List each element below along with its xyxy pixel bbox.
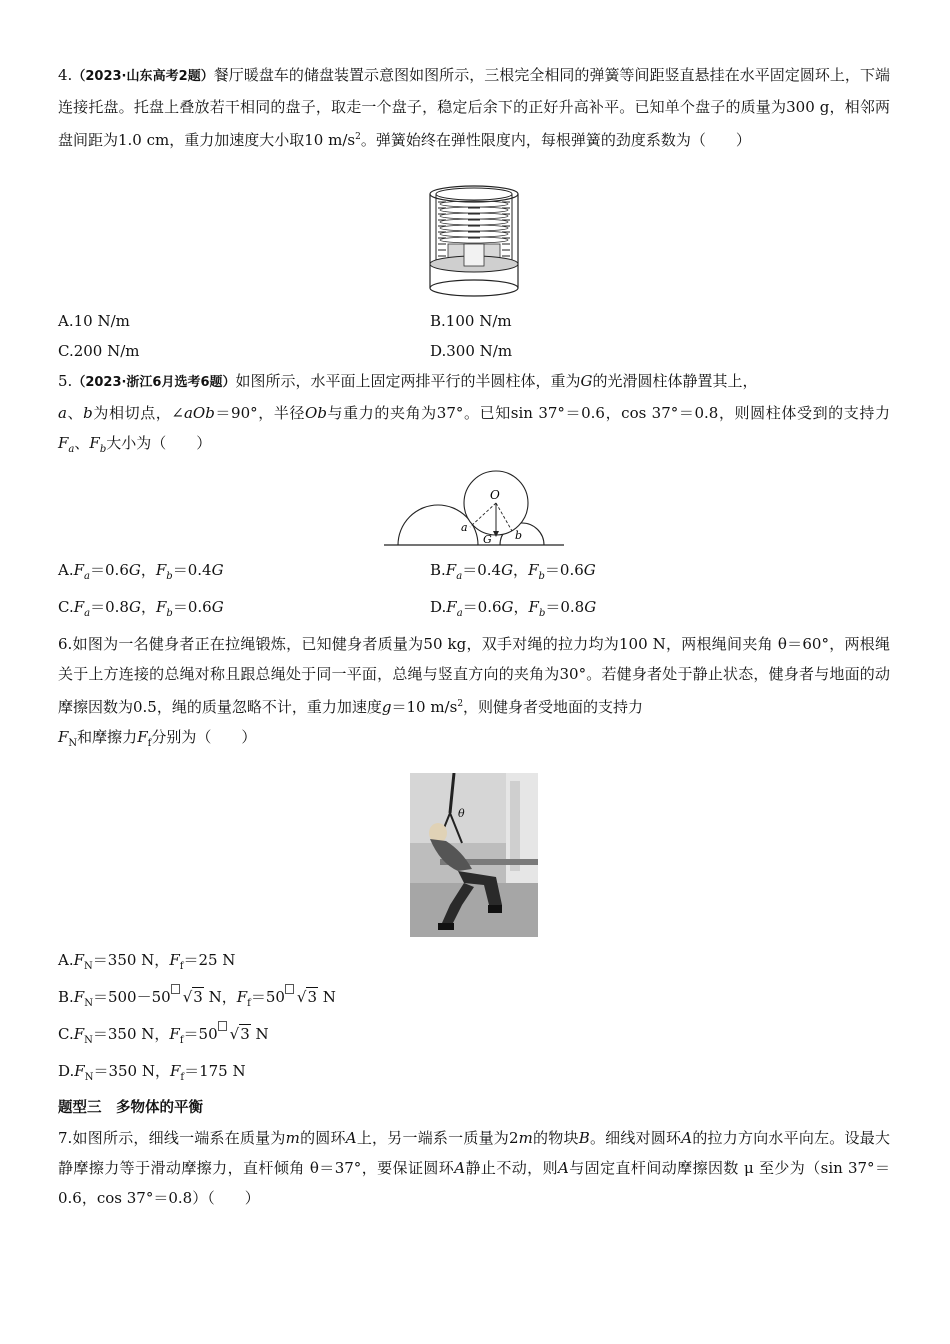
q4-option-c[interactable]: C.200 N/m <box>58 342 140 360</box>
q5-a-fa: F <box>73 561 85 579</box>
q5-c-v2: 0.6 <box>187 598 212 616</box>
q5-c-fb: F <box>155 598 167 616</box>
q4-plate-warmer-figure <box>424 182 524 298</box>
q5-d-fa: F <box>446 598 457 616</box>
q6-d-f: ＝175 N <box>184 1062 246 1080</box>
q6-d-ff-sub: f <box>180 1072 185 1083</box>
q5-d-fb: F <box>528 598 539 616</box>
q5-d-eq2: ＝ <box>545 598 561 616</box>
q4-text-2: 。弹簧始终在弹性限度内，每根弹簧的劲度系数为（ ） <box>360 131 751 149</box>
q4-sup: 2 <box>355 132 361 142</box>
q5-a-fa-sub: a <box>84 571 90 582</box>
q6-b-ff: F <box>236 988 248 1006</box>
q6-a-ff: F <box>169 951 180 969</box>
q5-a-g2: G <box>211 561 224 579</box>
q5-a-fb: F <box>155 561 167 579</box>
q6-c-ff-sub: f <box>179 1035 184 1046</box>
q5-c-pre: C. <box>58 598 74 616</box>
q5-cylinder-figure <box>384 469 564 551</box>
q5-var-b: b <box>83 404 93 422</box>
q7-var-a2: A <box>681 1129 693 1147</box>
q7-text-3: 上，另一端系一质量为2 <box>356 1129 519 1147</box>
q6-a-fn-sub: N <box>84 961 93 972</box>
q4-option-a[interactable]: A.10 N/m <box>58 312 130 330</box>
document-page <box>58 60 890 1213</box>
q5-c-fa: F <box>73 598 85 616</box>
q5-c-v1: 0.8 <box>105 598 129 616</box>
q6-var-fn-sub: N <box>68 738 78 749</box>
q5-c-fb-sub: b <box>166 608 173 619</box>
q6-option-a[interactable] <box>58 945 890 982</box>
q4-source: （2023·山东高考2题） <box>72 69 214 84</box>
q6-b-f2: N <box>318 988 336 1006</box>
q6-var-g: g <box>381 698 392 716</box>
q5-d-v1: 0.6 <box>477 598 502 616</box>
q5-var-fb-sub: b <box>99 444 107 455</box>
q5-text-6: 大小为（ ） <box>106 434 212 452</box>
q5-sep-2: 、 <box>74 434 90 452</box>
q6-var-fn: F <box>58 728 69 746</box>
q5-var-ob: Ob <box>305 404 327 422</box>
q5-a-pre: A. <box>58 561 74 579</box>
q6-b-pre: B. <box>58 988 74 1006</box>
q4-option-b[interactable]: B.100 N/m <box>430 312 512 330</box>
q5-option-a[interactable] <box>58 555 430 592</box>
q6-options <box>58 945 890 1093</box>
q7-text-2: 的圆环 <box>299 1129 346 1147</box>
q5-b-fb: F <box>528 561 539 579</box>
q5-fig-label-o: O <box>490 488 500 502</box>
q6-b-placeholder-box-1 <box>171 984 180 994</box>
q5-d-g1: G <box>501 598 514 616</box>
q5-a-eq2: ＝ <box>172 561 188 579</box>
q6-b-ff-sub: f <box>247 998 251 1009</box>
q6-c-fn: F <box>73 1025 85 1043</box>
q4-number: 4. <box>58 66 73 84</box>
q7-text-7: 静止不动，则 <box>465 1159 558 1177</box>
q6-option-d[interactable] <box>58 1056 890 1093</box>
q6-option-b[interactable] <box>58 982 890 1019</box>
q5-var-g: G <box>580 372 593 390</box>
q5-a-v1: 0.6 <box>105 561 129 579</box>
q7-text-4: 的物块 <box>532 1129 579 1147</box>
q6-c-rad: 3 <box>240 1025 250 1043</box>
q5-a-fb-sub: b <box>166 571 173 582</box>
q5-d-fa-sub: a <box>456 608 463 619</box>
q5-fig-label-b: b <box>515 529 523 542</box>
q5-d-fb-sub: b <box>538 608 546 619</box>
q5-b-g2: G <box>583 561 596 579</box>
q6-d-fn: F <box>74 1062 85 1080</box>
q5-text-5: 与重力的夹角为37°。已知sin 37°＝0.6，cos 37°＝0.8，则圆柱体受到的支持力 <box>326 404 890 422</box>
q5-option-d[interactable] <box>430 592 890 629</box>
q6-d-ff: F <box>169 1062 181 1080</box>
q6-a-pre: A. <box>58 951 74 969</box>
q6-text-4: 和摩擦力 <box>77 728 138 746</box>
q5-a-g1: G <box>128 561 141 579</box>
q5-c-g2: G <box>211 598 224 616</box>
q6-d-n: ＝350 N， <box>93 1062 170 1080</box>
q6-a-f: ＝25 N <box>183 951 236 969</box>
q5-b-v1: 0.4 <box>477 561 502 579</box>
q6-option-c[interactable] <box>58 1019 890 1056</box>
q5-b-fb-sub: b <box>538 571 545 582</box>
q5-b-eq2: ＝ <box>544 561 560 579</box>
q7-text-8: 与固定直杆间动摩擦因数 μ 至少为（sin 37°＝0.6，cos 37°＝0.8）（ ） <box>58 1159 890 1207</box>
q6-b-sqrt-1: √3 <box>182 988 203 1006</box>
q5-b-pre: B. <box>430 561 446 579</box>
q5-a-eq1: ＝ <box>90 561 106 579</box>
q5-text-2: 的光滑圆柱体静置其上， <box>592 372 758 390</box>
q6-c-sqrt: √3 <box>229 1025 250 1043</box>
q6-c-pre: C. <box>58 1025 74 1043</box>
question-6-stem <box>58 629 890 759</box>
q5-c-g1: G <box>128 598 141 616</box>
q6-b-placeholder-box-2 <box>285 984 294 994</box>
q7-var-b: B <box>578 1129 590 1147</box>
q6-exercise-photo <box>410 773 538 937</box>
q4-text-1: 餐厅暖盘车的储盘装置示意图如图所示，三根完全相同的弹簧等间距竖直悬挂在水平固定圆环上，下端连接托盘。托盘上叠放若干相同的盘子，取走一个盘子，稳定后余下的正好升高补平。已知单个盘子的质量为300 g，相邻两盘间距为1.0 cm，重力加速度大小取10 m/s <box>58 66 890 149</box>
q5-c-fa-sub: a <box>84 608 91 619</box>
q5-var-fa-sub: a <box>68 444 75 455</box>
q6-d-fn-sub: N <box>84 1072 94 1083</box>
q5-d-eq1: ＝ <box>462 598 478 616</box>
q6-text-2: ＝10 m/s <box>391 698 458 716</box>
q5-a-v2: 0.4 <box>187 561 212 579</box>
q5-text-4: ＝90°，半径 <box>214 404 306 422</box>
q6-b-rad-2: 3 <box>307 988 318 1006</box>
q5-var-fb: F <box>89 434 100 452</box>
q6-a-ff-sub: f <box>179 961 184 972</box>
q7-text-6: 的拉力方向水平向左。设最大静摩擦力等于滑动摩擦力，直杆倾角 θ＝37°，要保证圆环 <box>58 1129 890 1177</box>
q6-c-f1: ＝50 <box>183 1025 218 1043</box>
q6-text-5: 分别为（ ） <box>151 728 257 746</box>
q6-b-fn: F <box>73 988 85 1006</box>
q5-text-3: 为相切点，∠ <box>92 404 184 422</box>
q5-option-b[interactable] <box>430 555 890 592</box>
q5-d-pre: D. <box>430 598 447 616</box>
q6-d-pre: D. <box>58 1062 75 1080</box>
q6-c-fn-sub: N <box>84 1035 93 1046</box>
q6-b-sqrt-2: √3 <box>296 988 318 1006</box>
q5-b-fa-sub: a <box>456 571 463 582</box>
q5-number: 5. <box>58 372 73 390</box>
q5-d-g2: G <box>584 598 597 616</box>
q6-text-1: 6.如图为一名健身者正在拉绳锻炼，已知健身者质量为50 kg，双手对绳的拉力均为100 N，两根绳间夹角 θ＝60°，两根绳关于上方连接的总绳对称且跟总绳处于同一平面，总绳与竖直方向的夹角为30°。若健身者处于静止状态，健身者与地面的动摩擦因数为0.5，绳的质量忽略不计，重力加速度 <box>58 635 890 716</box>
q5-c-eq1: ＝ <box>90 598 106 616</box>
q7-var-a4: A <box>558 1159 569 1177</box>
q6-b-n2: N， <box>203 988 237 1006</box>
q5-a-comma: ， <box>140 561 156 579</box>
q6-text-3: ，则健身者受地面的支持力 <box>463 698 644 716</box>
q7-var-m2: m <box>518 1129 533 1147</box>
q6-a-fn: F <box>73 951 85 969</box>
q5-options <box>58 555 890 629</box>
q7-var-a3: A <box>454 1159 466 1177</box>
q6-fig-theta: θ <box>458 807 465 820</box>
q5-sep: 、 <box>66 404 84 422</box>
q5-fig-label-a: a <box>461 521 468 534</box>
q6-var-ff-sub: f <box>147 738 152 749</box>
q6-c-n: ＝350 N， <box>92 1025 170 1043</box>
q6-b-fn-sub: N <box>84 998 93 1009</box>
question-7-stem <box>58 1123 890 1213</box>
q7-text-1: 7.如图所示，细线一端系在质量为 <box>58 1129 286 1147</box>
section-heading: 题型三 多物体的平衡 <box>58 1100 203 1116</box>
q5-b-v2: 0.6 <box>559 561 584 579</box>
q4-option-d[interactable]: D.300 N/m <box>430 342 513 360</box>
q5-b-g1: G <box>501 561 514 579</box>
q5-var-fa: F <box>58 434 69 452</box>
q5-fig-label-g: G <box>483 533 492 546</box>
q4-options <box>58 306 890 366</box>
q5-option-c[interactable] <box>58 592 430 629</box>
q5-var-a: a <box>58 404 67 422</box>
q6-c-ff: F <box>169 1025 180 1043</box>
q5-var-aob: aOb <box>183 404 215 422</box>
q5-c-eq2: ＝ <box>172 598 188 616</box>
q5-source: （2023·浙江6月选考6题） <box>72 375 236 390</box>
q6-a-n: ＝350 N， <box>92 951 170 969</box>
q7-var-a: A <box>345 1129 357 1147</box>
q5-b-eq1: ＝ <box>462 561 478 579</box>
question-5-stem <box>58 366 890 465</box>
q5-b-comma: ， <box>513 561 529 579</box>
question-4-stem <box>58 60 890 180</box>
q7-var-m: m <box>285 1129 300 1147</box>
q5-d-comma: ， <box>513 598 529 616</box>
q6-var-ff: F <box>137 728 148 746</box>
q6-c-placeholder-box <box>218 1021 227 1031</box>
q5-text-1: 如图所示，水平面上固定两排平行的半圆柱体，重为 <box>235 372 581 390</box>
q5-c-comma: ， <box>140 598 156 616</box>
q7-text-5: 。细线对圆环 <box>589 1129 682 1147</box>
q5-b-fa: F <box>445 561 457 579</box>
q6-b-n1: ＝500－50 <box>92 988 171 1006</box>
q6-c-f2: N <box>250 1025 269 1043</box>
q6-b-f1: ＝50 <box>250 988 285 1006</box>
q5-d-v2: 0.8 <box>560 598 585 616</box>
q6-sup: 2 <box>457 699 464 709</box>
q6-b-rad-1: 3 <box>193 988 203 1006</box>
